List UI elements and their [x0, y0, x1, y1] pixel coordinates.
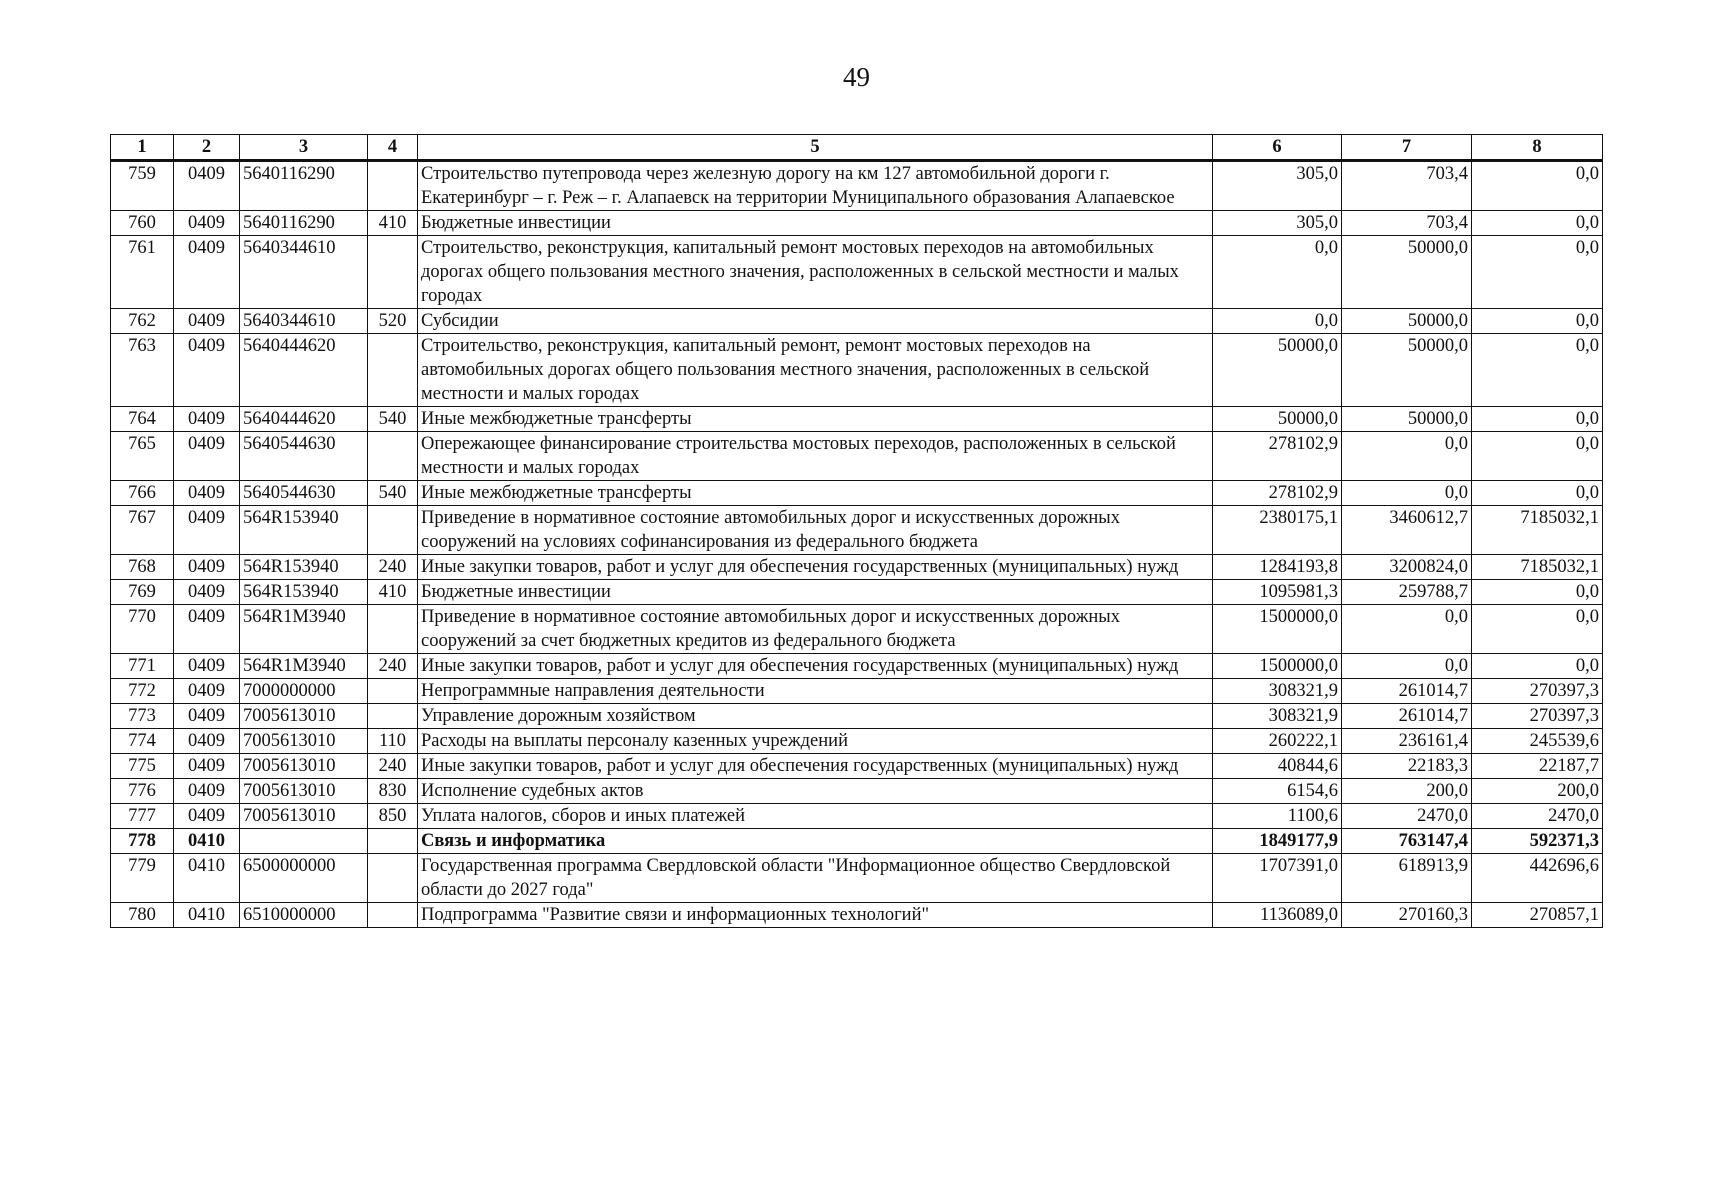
- table-row: [111, 779, 1603, 804]
- amount-col8: 0,0: [1472, 236, 1603, 309]
- amount-col7: 270160,3: [1342, 903, 1472, 928]
- amount-col6: 0,0: [1213, 309, 1342, 334]
- expense-type-code: 110: [368, 729, 418, 754]
- amount-col8: 0,0: [1472, 309, 1603, 334]
- row-number: 776: [111, 779, 174, 804]
- amount-col6: 1284193,8: [1213, 555, 1342, 580]
- row-number: 764: [111, 407, 174, 432]
- item-name: Бюджетные инвестиции: [418, 211, 1213, 236]
- amount-col8: 592371,3: [1472, 829, 1603, 854]
- target-article-code: 5640444620: [240, 407, 368, 432]
- amount-col8: 0,0: [1472, 654, 1603, 679]
- amount-col6: 50000,0: [1213, 407, 1342, 432]
- amount-col8: 0,0: [1472, 161, 1603, 211]
- table-row: [111, 754, 1603, 779]
- amount-col7: 259788,7: [1342, 580, 1472, 605]
- amount-col6: 0,0: [1213, 236, 1342, 309]
- row-number: 771: [111, 654, 174, 679]
- row-number: 769: [111, 580, 174, 605]
- section-code: 0409: [174, 729, 240, 754]
- column-header: 8: [1472, 135, 1603, 161]
- target-article-code: 5640444620: [240, 334, 368, 407]
- column-header: 3: [240, 135, 368, 161]
- row-number: 761: [111, 236, 174, 309]
- row-number: 777: [111, 804, 174, 829]
- item-name: Бюджетные инвестиции: [418, 580, 1213, 605]
- expense-type-code: [368, 236, 418, 309]
- amount-col8: 0,0: [1472, 211, 1603, 236]
- section-code: 0409: [174, 432, 240, 481]
- table-row: [111, 854, 1603, 903]
- section-code: 0409: [174, 407, 240, 432]
- amount-col6: 308321,9: [1213, 679, 1342, 704]
- amount-col7: 50000,0: [1342, 407, 1472, 432]
- table-row: [111, 481, 1603, 506]
- amount-col8: 442696,6: [1472, 854, 1603, 903]
- amount-col6: 308321,9: [1213, 704, 1342, 729]
- target-article-code: 7005613010: [240, 779, 368, 804]
- expense-type-code: [368, 605, 418, 654]
- amount-col8: 0,0: [1472, 334, 1603, 407]
- amount-col7: 763147,4: [1342, 829, 1472, 854]
- section-code: 0409: [174, 679, 240, 704]
- expense-type-code: 240: [368, 555, 418, 580]
- amount-col8: 0,0: [1472, 580, 1603, 605]
- target-article-code: [240, 829, 368, 854]
- item-name: Приведение в нормативное состояние автомобильных дорог и искусственных дорожных сооружений на условиях софинансирования из федерального бюджета: [418, 506, 1213, 555]
- section-code: 0409: [174, 481, 240, 506]
- row-number: 773: [111, 704, 174, 729]
- section-code: 0409: [174, 555, 240, 580]
- amount-col8: 7185032,1: [1472, 506, 1603, 555]
- target-article-code: 5640544630: [240, 432, 368, 481]
- table-row: [111, 654, 1603, 679]
- target-article-code: 6510000000: [240, 903, 368, 928]
- table-row: [111, 407, 1603, 432]
- expense-type-code: [368, 829, 418, 854]
- target-article-code: 564R1M3940: [240, 605, 368, 654]
- section-code: 0410: [174, 829, 240, 854]
- column-header: 6: [1213, 135, 1342, 161]
- amount-col7: 703,4: [1342, 161, 1472, 211]
- section-code: 0409: [174, 804, 240, 829]
- section-code: 0409: [174, 704, 240, 729]
- item-name: Непрограммные направления деятельности: [418, 679, 1213, 704]
- row-number: 759: [111, 161, 174, 211]
- table-header-row: [111, 135, 1603, 161]
- amount-col6: 278102,9: [1213, 481, 1342, 506]
- table-row: [111, 432, 1603, 481]
- item-name: Уплата налогов, сборов и иных платежей: [418, 804, 1213, 829]
- row-number: 762: [111, 309, 174, 334]
- table-row: [111, 804, 1603, 829]
- expense-type-code: [368, 161, 418, 211]
- item-name: Иные закупки товаров, работ и услуг для обеспечения государственных (муниципальных) нужд: [418, 654, 1213, 679]
- section-code: 0410: [174, 854, 240, 903]
- amount-col6: 1500000,0: [1213, 605, 1342, 654]
- row-number: 765: [111, 432, 174, 481]
- amount-col7: 261014,7: [1342, 679, 1472, 704]
- target-article-code: 7005613010: [240, 704, 368, 729]
- amount-col6: 40844,6: [1213, 754, 1342, 779]
- item-name: Иные закупки товаров, работ и услуг для обеспечения государственных (муниципальных) нужд: [418, 555, 1213, 580]
- table-row: [111, 211, 1603, 236]
- section-code: 0410: [174, 903, 240, 928]
- amount-col7: 50000,0: [1342, 334, 1472, 407]
- amount-col6: 2380175,1: [1213, 506, 1342, 555]
- item-name: Исполнение судебных актов: [418, 779, 1213, 804]
- amount-col6: 1136089,0: [1213, 903, 1342, 928]
- amount-col7: 0,0: [1342, 481, 1472, 506]
- amount-col8: 0,0: [1472, 605, 1603, 654]
- amount-col8: 270857,1: [1472, 903, 1603, 928]
- table-row: [111, 903, 1603, 928]
- row-number: 779: [111, 854, 174, 903]
- expense-type-code: 520: [368, 309, 418, 334]
- row-number: 766: [111, 481, 174, 506]
- amount-col8: 0,0: [1472, 407, 1603, 432]
- amount-col8: 0,0: [1472, 432, 1603, 481]
- item-name: Строительство путепровода через железную дорогу на км 127 автомобильной дороги г. Екатеринбург – г. Реж – г. Алапаевск на территории Муниципального образования Алапаевское: [418, 161, 1213, 211]
- amount-col7: 0,0: [1342, 654, 1472, 679]
- amount-col6: 1100,6: [1213, 804, 1342, 829]
- row-number: 775: [111, 754, 174, 779]
- amount-col7: 0,0: [1342, 432, 1472, 481]
- target-article-code: 564R1M3940: [240, 654, 368, 679]
- amount-col6: 1849177,9: [1213, 829, 1342, 854]
- row-number: 778: [111, 829, 174, 854]
- amount-col7: 50000,0: [1342, 309, 1472, 334]
- target-article-code: 5640344610: [240, 309, 368, 334]
- amount-col8: 200,0: [1472, 779, 1603, 804]
- expense-type-code: 850: [368, 804, 418, 829]
- amount-col7: 3200824,0: [1342, 555, 1472, 580]
- row-number: 774: [111, 729, 174, 754]
- target-article-code: 5640344610: [240, 236, 368, 309]
- amount-col8: 245539,6: [1472, 729, 1603, 754]
- amount-col7: 22183,3: [1342, 754, 1472, 779]
- table-row: [111, 704, 1603, 729]
- column-header: 4: [368, 135, 418, 161]
- amount-col6: 305,0: [1213, 211, 1342, 236]
- target-article-code: 7005613010: [240, 804, 368, 829]
- item-name: Иные межбюджетные трансферты: [418, 481, 1213, 506]
- expense-type-code: 410: [368, 580, 418, 605]
- target-article-code: 564R153940: [240, 506, 368, 555]
- target-article-code: 564R153940: [240, 555, 368, 580]
- table-row: [111, 161, 1603, 211]
- row-number: 763: [111, 334, 174, 407]
- item-name: Управление дорожным хозяйством: [418, 704, 1213, 729]
- expense-type-code: [368, 334, 418, 407]
- item-name: Приведение в нормативное состояние автомобильных дорог и искусственных дорожных сооружений за счет бюджетных кредитов из федерального бюджета: [418, 605, 1213, 654]
- amount-col8: 7185032,1: [1472, 555, 1603, 580]
- expense-type-code: 540: [368, 407, 418, 432]
- amount-col6: 260222,1: [1213, 729, 1342, 754]
- section-code: 0409: [174, 506, 240, 555]
- table-row: [111, 605, 1603, 654]
- table-row: [111, 309, 1603, 334]
- row-number: 768: [111, 555, 174, 580]
- item-name: Строительство, реконструкция, капитальный ремонт мостовых переходов на автомобильных дорогах общего пользования местного значения, расположенных в сельской местности и малых городах: [418, 236, 1213, 309]
- amount-col8: 2470,0: [1472, 804, 1603, 829]
- table-row: [111, 729, 1603, 754]
- row-number: 780: [111, 903, 174, 928]
- table-row: [111, 236, 1603, 309]
- target-article-code: 6500000000: [240, 854, 368, 903]
- expense-type-code: [368, 903, 418, 928]
- amount-col8: 270397,3: [1472, 679, 1603, 704]
- section-code: 0409: [174, 236, 240, 309]
- budget-table: [110, 134, 1603, 928]
- expense-type-code: 240: [368, 754, 418, 779]
- amount-col7: 2470,0: [1342, 804, 1472, 829]
- expense-type-code: 540: [368, 481, 418, 506]
- table-row: [111, 506, 1603, 555]
- target-article-code: 5640116290: [240, 161, 368, 211]
- expense-type-code: 240: [368, 654, 418, 679]
- amount-col8: 22187,7: [1472, 754, 1603, 779]
- row-number: 772: [111, 679, 174, 704]
- section-code: 0409: [174, 754, 240, 779]
- expense-type-code: 830: [368, 779, 418, 804]
- page-number: 49: [843, 62, 870, 92]
- item-name: Подпрограмма "Развитие связи и информационных технологий": [418, 903, 1213, 928]
- section-code: 0409: [174, 211, 240, 236]
- amount-col7: 703,4: [1342, 211, 1472, 236]
- amount-col7: 236161,4: [1342, 729, 1472, 754]
- amount-col7: 618913,9: [1342, 854, 1472, 903]
- amount-col6: 1500000,0: [1213, 654, 1342, 679]
- item-name: Опережающее финансирование строительства мостовых переходов, расположенных в сельской местности и малых городах: [418, 432, 1213, 481]
- target-article-code: 7005613010: [240, 729, 368, 754]
- section-code: 0409: [174, 309, 240, 334]
- expense-type-code: [368, 679, 418, 704]
- amount-col8: 270397,3: [1472, 704, 1603, 729]
- section-code: 0409: [174, 161, 240, 211]
- target-article-code: 5640116290: [240, 211, 368, 236]
- column-header: 7: [1342, 135, 1472, 161]
- item-name: Связь и информатика: [418, 829, 1213, 854]
- section-code: 0409: [174, 654, 240, 679]
- amount-col6: 1095981,3: [1213, 580, 1342, 605]
- expense-type-code: [368, 432, 418, 481]
- target-article-code: 564R153940: [240, 580, 368, 605]
- amount-col6: 305,0: [1213, 161, 1342, 211]
- amount-col7: 50000,0: [1342, 236, 1472, 309]
- section-code: 0409: [174, 605, 240, 654]
- target-article-code: 5640544630: [240, 481, 368, 506]
- section-code: 0409: [174, 580, 240, 605]
- amount-col7: 261014,7: [1342, 704, 1472, 729]
- amount-col6: 1707391,0: [1213, 854, 1342, 903]
- item-name: Иные межбюджетные трансферты: [418, 407, 1213, 432]
- expense-type-code: [368, 704, 418, 729]
- expense-type-code: [368, 854, 418, 903]
- row-number: 770: [111, 605, 174, 654]
- column-header: 1: [111, 135, 174, 161]
- expense-type-code: [368, 506, 418, 555]
- table-body: [111, 161, 1603, 928]
- target-article-code: 7005613010: [240, 754, 368, 779]
- item-name: Иные закупки товаров, работ и услуг для обеспечения государственных (муниципальных) нужд: [418, 754, 1213, 779]
- section-code: 0409: [174, 779, 240, 804]
- table-row: [111, 829, 1603, 854]
- row-number: 767: [111, 506, 174, 555]
- amount-col7: 3460612,7: [1342, 506, 1472, 555]
- row-number: 760: [111, 211, 174, 236]
- expense-type-code: 410: [368, 211, 418, 236]
- amount-col7: 200,0: [1342, 779, 1472, 804]
- table-row: [111, 555, 1603, 580]
- table-row: [111, 334, 1603, 407]
- item-name: Расходы на выплаты персоналу казенных учреждений: [418, 729, 1213, 754]
- amount-col8: 0,0: [1472, 481, 1603, 506]
- column-header: 5: [418, 135, 1213, 161]
- item-name: Государственная программа Свердловской области "Информационное общество Свердловской области до 2027 года": [418, 854, 1213, 903]
- target-article-code: 7000000000: [240, 679, 368, 704]
- amount-col6: 278102,9: [1213, 432, 1342, 481]
- section-code: 0409: [174, 334, 240, 407]
- amount-col6: 6154,6: [1213, 779, 1342, 804]
- amount-col7: 0,0: [1342, 605, 1472, 654]
- table-row: [111, 679, 1603, 704]
- table-row: [111, 580, 1603, 605]
- amount-col6: 50000,0: [1213, 334, 1342, 407]
- item-name: Строительство, реконструкция, капитальный ремонт, ремонт мостовых переходов на автомобильных дорогах общего пользования местного значения, расположенных в сельской местности и малых городах: [418, 334, 1213, 407]
- item-name: Субсидии: [418, 309, 1213, 334]
- column-header: 2: [174, 135, 240, 161]
